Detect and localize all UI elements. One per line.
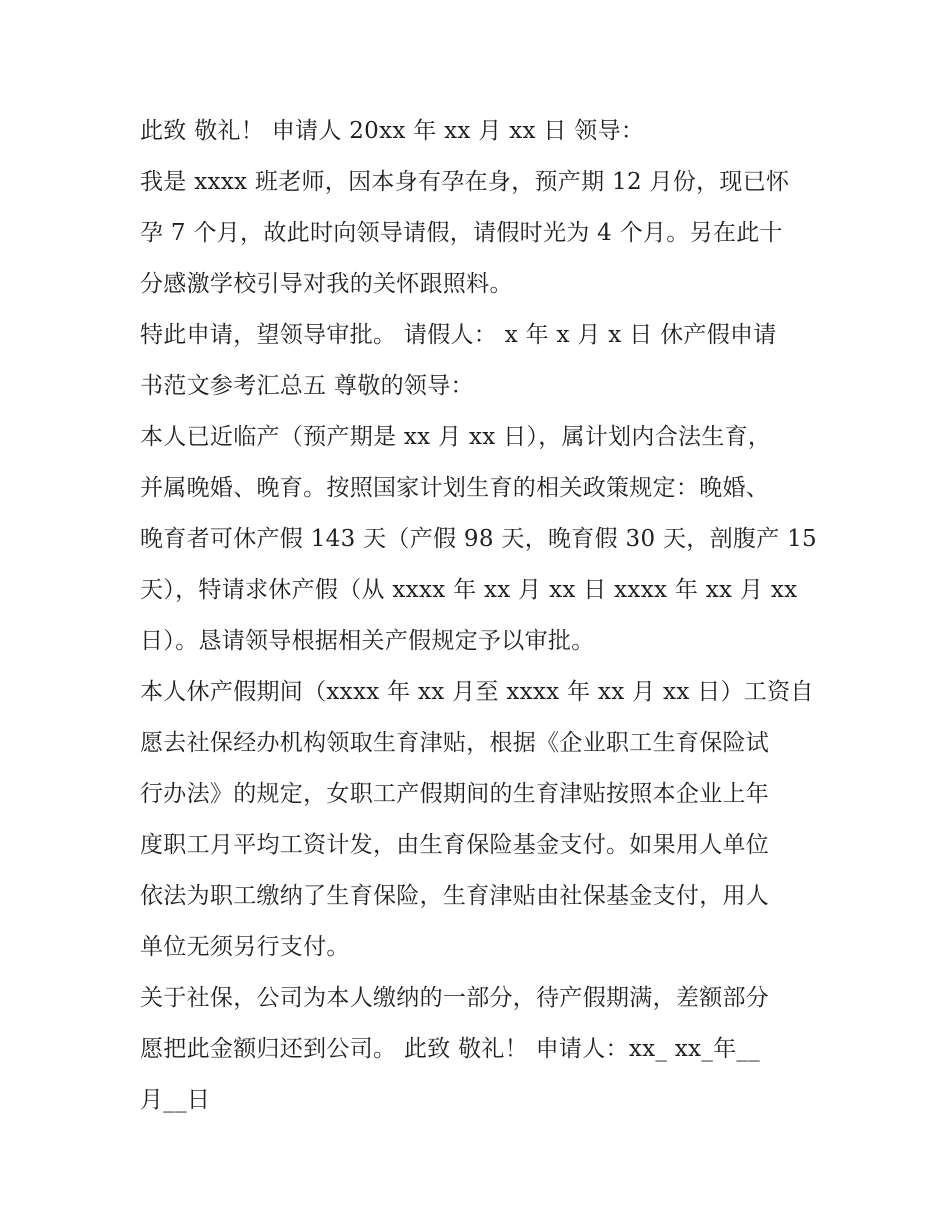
text-line: 本人休产假期间（xxxx 年 xx 月至 xxxx 年 xx 月 xx 日）工资自 — [140, 679, 814, 705]
text-line: 日）。恳请领导根据相关产假规定予以审批。 — [140, 628, 595, 654]
text-line: 我是 xxxx 班老师，因本身有孕在身，预产期 12 月份，现已怀 — [140, 169, 790, 195]
text-line: 关于社保，公司为本人缴纳的一部分，待产假期满，差额部分 — [140, 985, 770, 1011]
document-body — [140, 106, 820, 1126]
text-line: 行办法》的规定，女职工产假期间的生育津贴按照本企业上年 — [140, 781, 770, 807]
text-line: 孕 7 个月，故此时向领导请假，请假时光为 4 个月。另在此十 — [140, 220, 783, 246]
text-line: 此致 敬礼！ 申请人 20xx 年 xx 月 xx 日 领导： — [140, 118, 645, 144]
text-line: 特此申请，望领导审批。 请假人： x 年 x 月 x 日 休产假申请 — [140, 322, 777, 348]
text-line: 单位无须另行支付。 — [140, 934, 350, 960]
text-line: 并属晚婚、晚育。按照国家计划生育的相关政策规定：晚婚、 — [140, 475, 770, 501]
text-line: 天），特请求休产假（从 xxxx 年 xx 月 xx 日 xxxx 年 xx 月 xx — [140, 577, 798, 603]
text-line: 度职工月平均工资计发，由生育保险基金支付。如果用人单位 — [140, 832, 770, 858]
text-line: 分感激学校引导对我的关怀跟照料。 — [140, 271, 513, 297]
text-line: 愿把此金额归还到公司。 此致 敬礼！ 申请人：xx_ xx_年__ — [140, 1036, 761, 1062]
text-line: 书范文参考汇总五 尊敬的领导： — [140, 373, 474, 399]
text-line: 晚育者可休产假 143 天（产假 98 天，晚育假 30 天，剖腹产 15 — [140, 526, 817, 552]
text-line: 本人已近临产（预产期是 xx 月 xx 日），属计划内合法生育， — [140, 424, 772, 450]
text-line: 依法为职工缴纳了生育保险，生育津贴由社保基金支付，用人 — [140, 883, 770, 909]
text-line: 愿去社保经办机构领取生育津贴，根据《企业职工生育保险试 — [140, 730, 770, 756]
text-line: 月__日 — [140, 1087, 211, 1113]
